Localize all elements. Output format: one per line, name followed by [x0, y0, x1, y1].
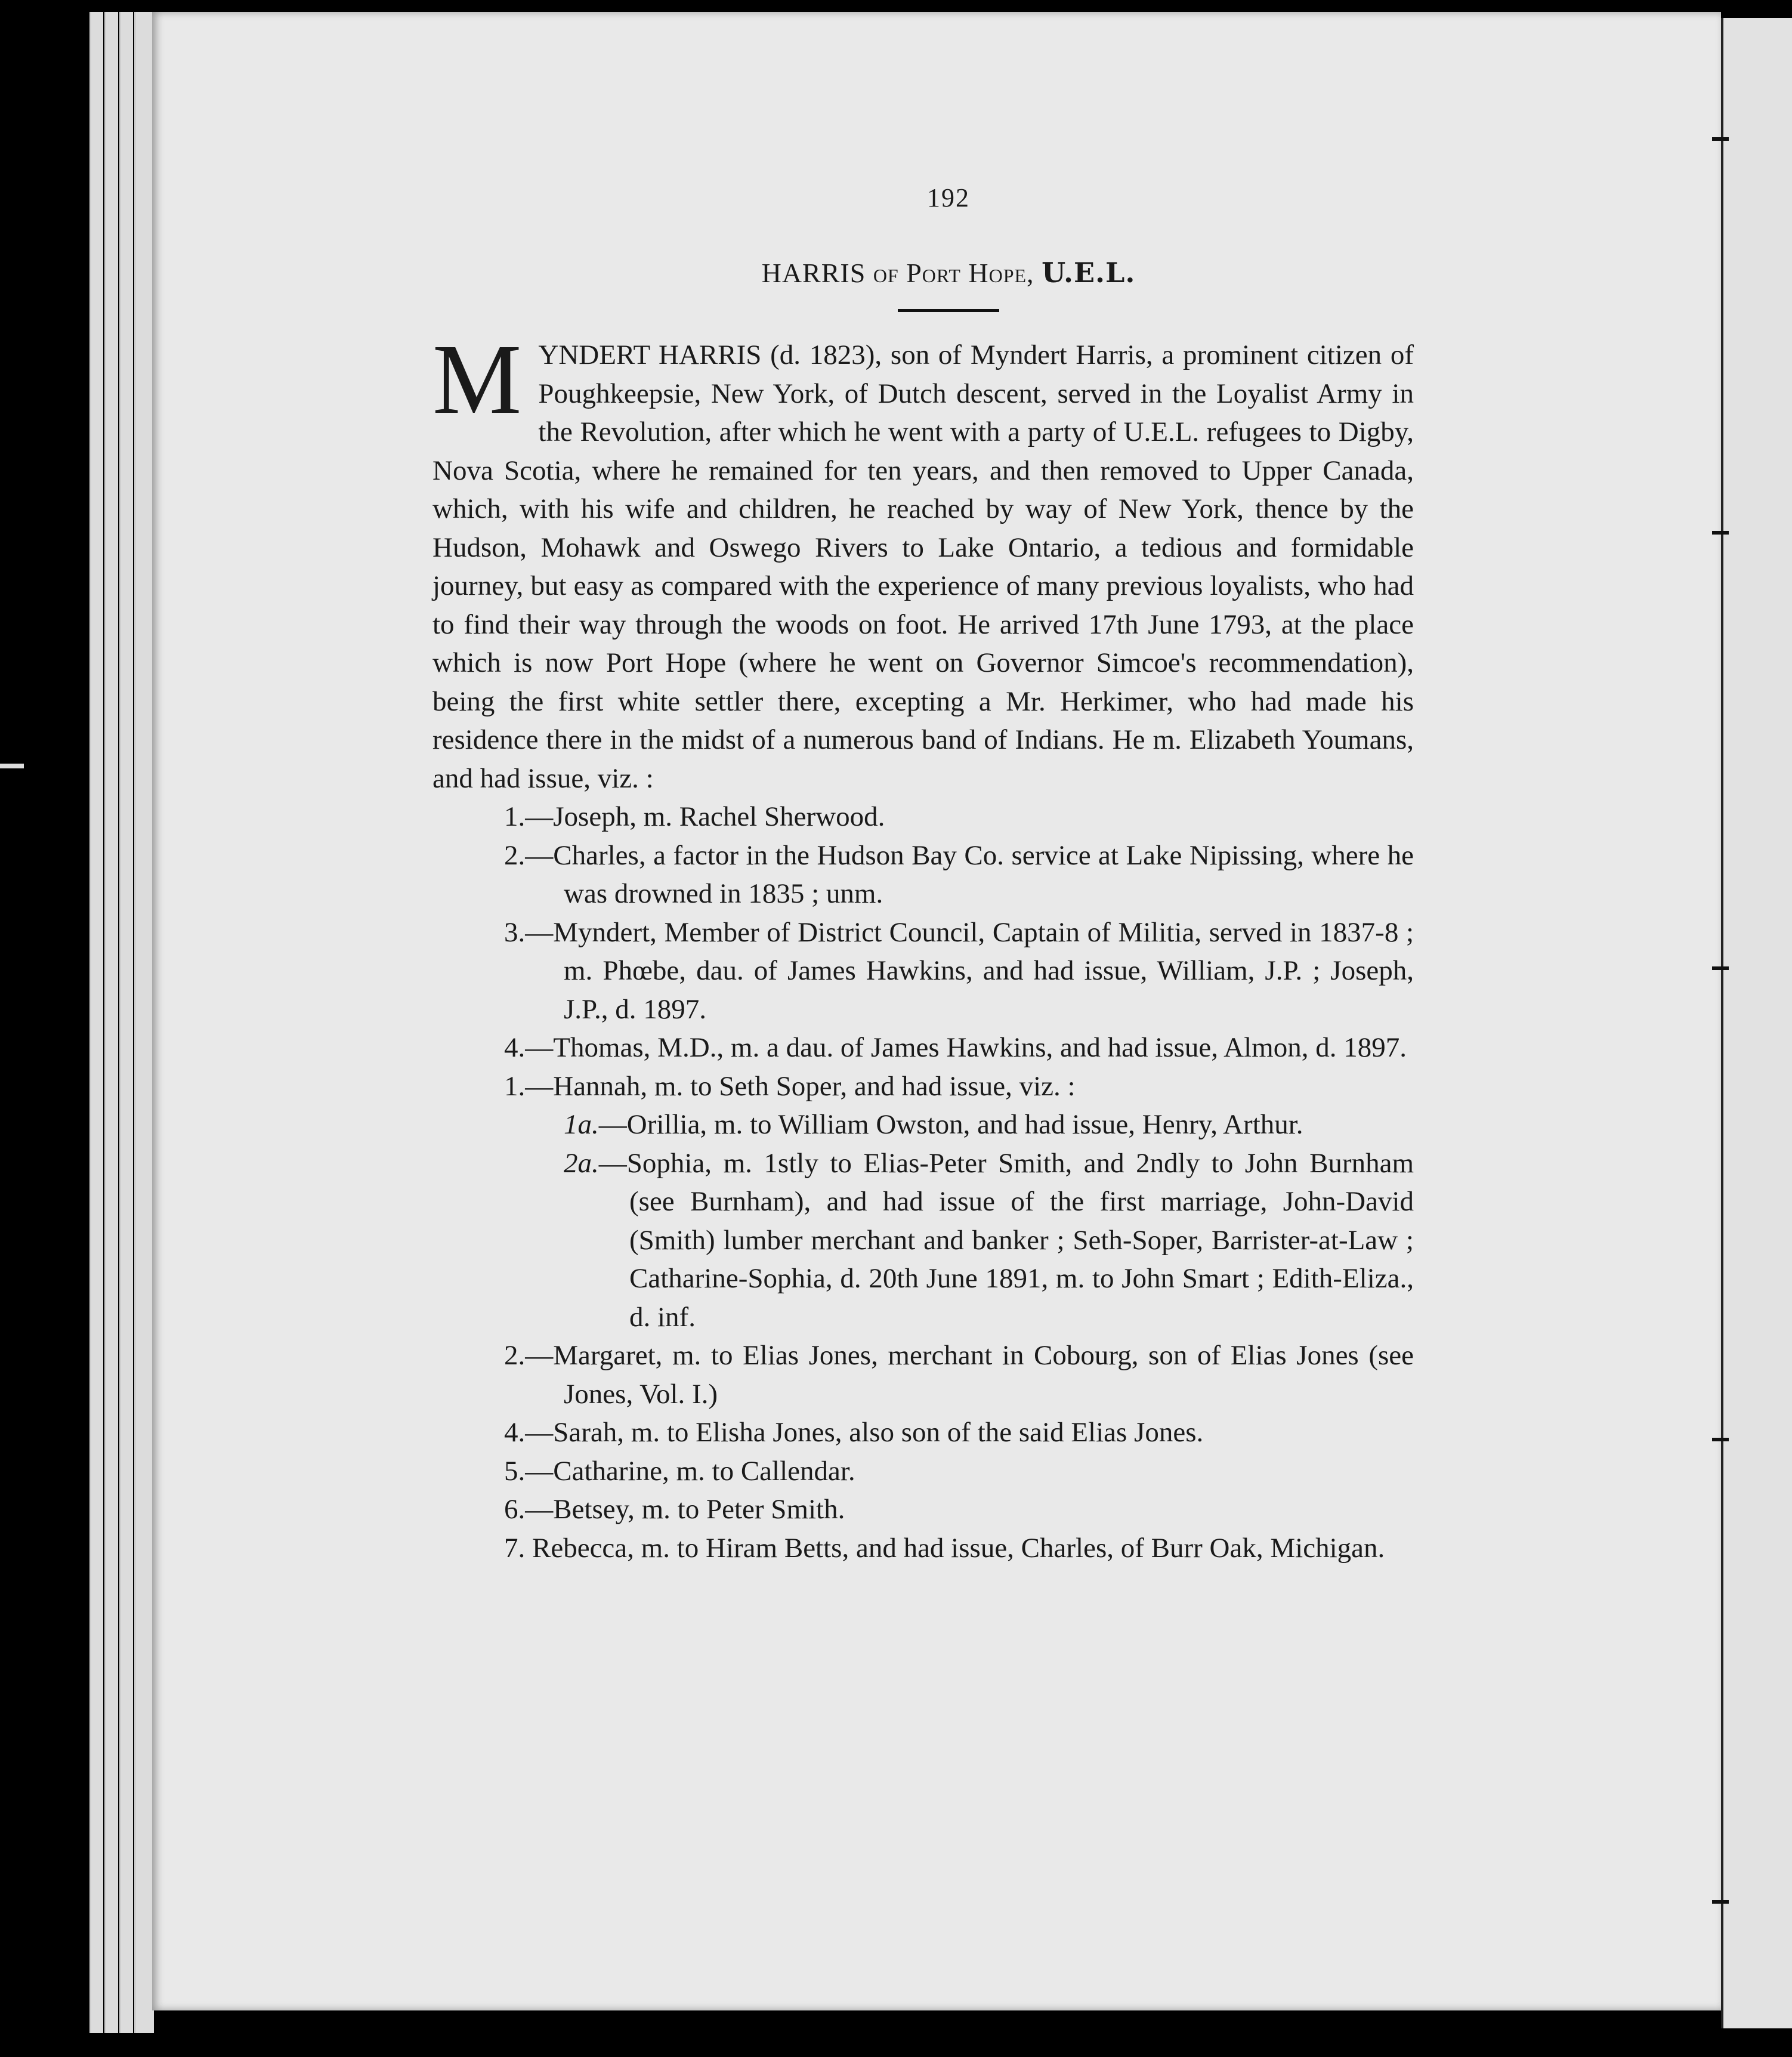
- binding-stitch: [1712, 531, 1729, 535]
- list-item: 4.—Sarah, m. to Elisha Jones, also son of the said Elias Jones.: [504, 1417, 1204, 1448]
- list-item: 4.—Thomas, M.D., m. a dau. of James Hawkins, and had issue, Almon, d. 1897.: [504, 1032, 1407, 1063]
- heading-surname: HARRIS: [761, 257, 866, 288]
- intro-paragraph: [432, 324, 1414, 798]
- drop-cap: M: [432, 324, 522, 435]
- list-item: 1.—Hannah, m. to Seth Soper, and had issue, viz. :: [504, 1070, 1076, 1102]
- sub-list-item: 1a.—Orillia, m. to William Owston, and had issue, Henry, Arthur.: [564, 1109, 1303, 1140]
- facing-page-edge: [1721, 18, 1792, 2028]
- binding-stitch: [1712, 1900, 1729, 1904]
- binding-stitch: [1712, 137, 1729, 141]
- list-item: 2.—Margaret, m. to Elias Jones, merchant in Cobourg, son of Elias Jones (see Jones, Vol. I.): [504, 1340, 1414, 1410]
- binding-stitch: [1712, 1438, 1729, 1441]
- page-edge: [119, 12, 133, 2033]
- section-heading: [483, 254, 1414, 293]
- list-item: 1.—Joseph, m. Rachel Sherwood.: [504, 801, 885, 832]
- page-edge: [104, 12, 118, 2033]
- heading-place: of Port Hope,: [873, 257, 1034, 288]
- page-number: 192: [927, 183, 970, 212]
- list-item: 3.—Myndert, Member of District Council, Captain of Militia, served in 1837-8 ; m. Phœbe, dau. of James Hawkins, and had issue, William, J.P. ; Joseph, J.P., d. 1897.: [504, 916, 1414, 1025]
- intro-text: YNDERT HARRIS (d. 1823), son of Myndert Harris, a prominent citizen of Poughkeepsie, New York, of Dutch descent, served in the Loyalist Army in the Revolution, after which he went with a party of U.E.L. refugees to Digby, Nova Scotia, where he remained for ten years, and then removed to Upper Canada, which, with his wife and children, he reached by way of New York, thence by the Hudson, Mohawk and Oswego Rivers to Lake Ontario, a tedious and formidable journey, but easy as compared with the experience of many previous loyalists, who had to find their way through the woods on foot. He arrived 17th June 1793, at the place which is now Port Hope (where he went on Governor Simcoe's recommendation), being the first white settler there, excepting a Mr. Herkimer, who had made his residence there in the midst of a numerous band of Indians. He m. Elizabeth Youmans, and had issue, viz. :: [432, 339, 1414, 794]
- list-item: 7. Rebecca, m. to Hiram Betts, and had issue, Charles, of Burr Oak, Michigan.: [504, 1532, 1385, 1564]
- page-text: [432, 179, 1414, 1567]
- list-item: 6.—Betsey, m. to Peter Smith.: [504, 1494, 845, 1525]
- scan-mark: [0, 764, 24, 768]
- sub-list-item: 2a.—Sophia, m. 1stly to Elias-Peter Smith, and 2ndly to John Burnham (see Burnham), and had issue of the first marriage, John-David (Smith) lumber merchant and banker ; Seth-Soper, Barrister-at-Law ; Catharine-Sophia, d. 20th June 1891, m. to John Smart ; Edith-Eliza., d. inf.: [564, 1147, 1414, 1333]
- list-item: 2.—Charles, a factor in the Hudson Bay Co. service at Lake Nipissing, where he was drowned in 1835 ; unm.: [504, 839, 1414, 909]
- heading-rule: [898, 309, 999, 312]
- binding-stitch: [1712, 966, 1729, 970]
- page-edge: [89, 12, 103, 2033]
- list-item: 5.—Catharine, m. to Callendar.: [504, 1455, 855, 1487]
- page-edge: [134, 12, 154, 2033]
- heading-suffix: U.E.L.: [1042, 256, 1136, 289]
